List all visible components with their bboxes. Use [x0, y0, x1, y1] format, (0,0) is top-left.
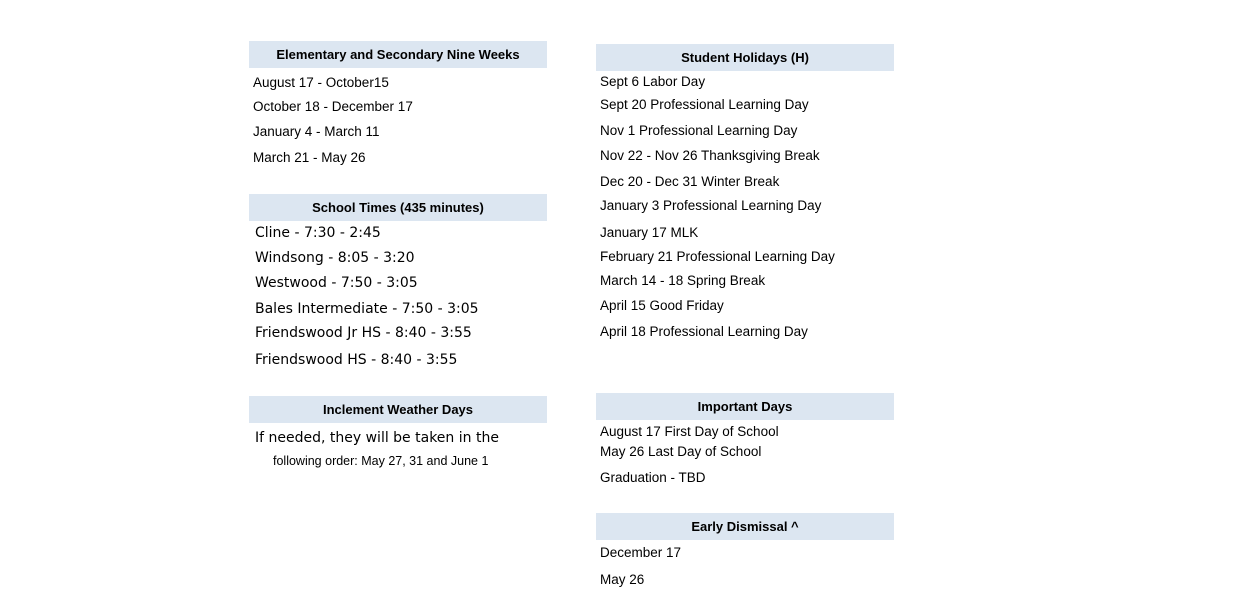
nine-weeks-item: March 21 - May 26	[253, 150, 366, 165]
nine-weeks-header: Elementary and Secondary Nine Weeks	[249, 41, 547, 68]
holiday-item: January 3 Professional Learning Day	[600, 198, 822, 213]
early-dismissal-item: May 26	[600, 572, 645, 587]
holiday-item: Nov 22 - Nov 26 Thanksgiving Break	[600, 148, 820, 163]
inclement-weather-line: If needed, they will be taken in the	[255, 430, 499, 446]
school-time-item: Friendswood Jr HS - 8:40 - 3:55	[255, 325, 472, 341]
important-day-item: May 26 Last Day of School	[600, 444, 762, 459]
holiday-item: April 15 Good Friday	[600, 298, 724, 313]
inclement-weather-header: Inclement Weather Days	[249, 396, 547, 423]
inclement-weather-line: following order: May 27, 31 and June 1	[273, 454, 489, 468]
nine-weeks-section	[249, 41, 547, 176]
important-day-item: Graduation - TBD	[600, 470, 706, 485]
holiday-item: March 14 - 18 Spring Break	[600, 273, 766, 288]
important-days-header: Important Days	[596, 393, 894, 420]
student-holidays-header: Student Holidays (H)	[596, 44, 894, 71]
nine-weeks-item: January 4 - March 11	[253, 124, 380, 139]
holiday-item: Nov 1 Professional Learning Day	[600, 123, 798, 138]
holiday-item: April 18 Professional Learning Day	[600, 324, 808, 339]
nine-weeks-item: August 17 - October15	[253, 75, 389, 90]
school-times-section	[249, 194, 547, 379]
holiday-item: January 17 MLK	[600, 225, 699, 240]
important-day-item: August 17 First Day of School	[600, 424, 779, 439]
holiday-item: February 21 Professional Learning Day	[600, 249, 835, 264]
important-days-section	[596, 393, 894, 493]
early-dismissal-header: Early Dismissal ^	[596, 513, 894, 540]
inclement-weather-section	[249, 396, 547, 476]
holiday-item: Dec 20 - Dec 31 Winter Break	[600, 174, 780, 189]
school-time-item: Cline - 7:30 - 2:45	[255, 225, 381, 241]
school-times-header: School Times (435 minutes)	[249, 194, 547, 221]
early-dismissal-item: December 17	[600, 545, 682, 560]
student-holidays-section	[596, 44, 894, 344]
school-time-item: Bales Intermediate - 7:50 - 3:05	[255, 301, 479, 317]
holiday-item: Sept 6 Labor Day	[600, 74, 706, 89]
school-time-item: Westwood - 7:50 - 3:05	[255, 275, 418, 291]
nine-weeks-item: October 18 - December 17	[253, 99, 413, 114]
school-time-item: Windsong - 8:05 - 3:20	[255, 250, 415, 266]
early-dismissal-section	[596, 513, 894, 593]
school-time-item: Friendswood HS - 8:40 - 3:55	[255, 352, 458, 368]
holiday-item: Sept 20 Professional Learning Day	[600, 97, 809, 112]
